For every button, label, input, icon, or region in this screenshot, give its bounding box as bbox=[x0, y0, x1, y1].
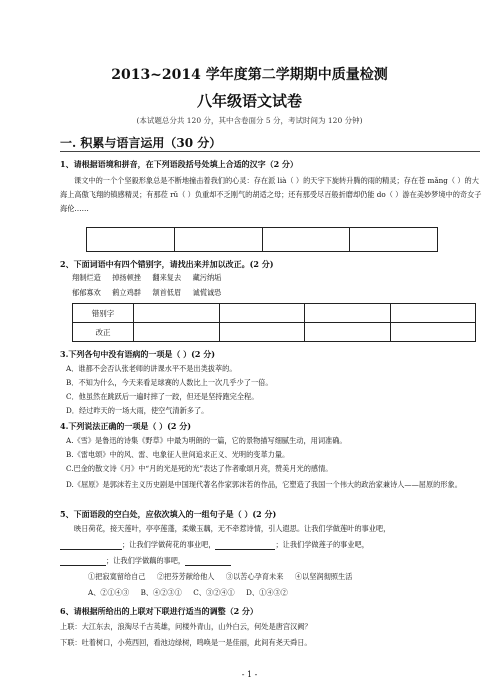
lower-couplet: 下联：吐着树口，小苑西回，看池边绿树，鸣唤是一是佳丽，此间有尧天舜日。 bbox=[60, 638, 312, 647]
answer-option[interactable]: D、①④③② bbox=[246, 588, 288, 597]
page-number: - 1 - bbox=[241, 670, 258, 679]
table-label: 错别字 bbox=[73, 304, 134, 323]
answer-cell[interactable] bbox=[87, 228, 175, 252]
option-c: C.巴金的散文诗《月》中“月的光是死的光”表达了作者歌颂月亮，赞美月光的感情。 bbox=[66, 464, 333, 473]
option-a: A．谁都不会否认张老师的讲课水平不是出类拔萃的。 bbox=[66, 364, 237, 373]
answer-cell[interactable] bbox=[134, 304, 220, 323]
table-label: 改正 bbox=[73, 323, 134, 342]
question-5-title: 5、下面语段的空白处，应依次填入的一组句子是（ ）(2 分) bbox=[60, 509, 277, 519]
answer-cell[interactable] bbox=[174, 228, 262, 252]
option-b: B．不知为什么，今天来看足球赛的人数比上一次几乎少了一倍。 bbox=[66, 378, 273, 387]
option-d: D．经过昨天的一场大雨，使空气清新多了。 bbox=[66, 406, 209, 415]
section-underline bbox=[60, 151, 480, 152]
option-b: B.《雷电颂》中的风、雷、电象征人世间追求正义、光明的变革力量。 bbox=[66, 450, 290, 459]
question-5-answers bbox=[88, 588, 288, 598]
word: 翻来复去 bbox=[152, 273, 182, 282]
answer-option[interactable]: A、②①④③ bbox=[88, 588, 130, 597]
exam-note: (本试题总分共 120 分，其中含卷面分 5 分，考试时间为 120 分钟) bbox=[136, 116, 363, 125]
question-5-text-c: ；让我们学做莲子的事业吧， bbox=[275, 540, 369, 549]
answer-cell[interactable] bbox=[305, 323, 391, 342]
exam-title: 2013~2014 学年度第二学期期中质量检测 bbox=[111, 67, 388, 83]
question-5-choices bbox=[88, 572, 352, 582]
answer-option[interactable]: B、④②③① bbox=[140, 588, 182, 597]
answer-grid-q2 bbox=[72, 303, 476, 342]
question-3-title: 3.下列各句中没有语病的一项是（ ）(2 分) bbox=[60, 349, 216, 359]
answer-cell[interactable] bbox=[262, 228, 350, 252]
fill-blank[interactable] bbox=[60, 540, 122, 550]
choice: ④以坚润彻照生活 bbox=[294, 572, 353, 581]
option-d: D.《屈原》是郭沫若主义历史剧是中国现代著名作家郭沫若的作品，它塑造了我国一个伟大的政治家兼诗人——屈原的形象。 bbox=[66, 480, 462, 489]
question-4-title: 4.下列说法正确的一项是（ ）(2 分) bbox=[60, 421, 192, 431]
fill-blank[interactable] bbox=[215, 540, 275, 550]
answer-cell[interactable] bbox=[350, 228, 438, 252]
question-5-text-d: ；让我们学做藕的事吧， bbox=[106, 556, 186, 565]
choice: ③以苦心孕育未来 bbox=[225, 572, 284, 581]
word: 掉扬顿挫 bbox=[112, 273, 141, 282]
upper-couplet: 上联：大江东去，浪淘尽千古英雄，问楼外青山，山外白云，何处是唐宫汉阙？ bbox=[60, 622, 312, 631]
word-row-2 bbox=[72, 288, 221, 298]
answer-grid-q1 bbox=[86, 227, 438, 252]
option-c: C．他虽然在跳跃后一遍时摔了一跤，但还是坚持跑完全程。 bbox=[66, 392, 259, 401]
answer-cell[interactable] bbox=[219, 304, 305, 323]
question-5-line-3 bbox=[60, 556, 231, 566]
question-2-title: 2、下面词语中有四个错别字，请找出来并加以改正。(2 分) bbox=[60, 259, 274, 269]
answer-cell[interactable] bbox=[134, 323, 220, 342]
question-5-text-a: 映日荷花，接天莲叶，亭亭莲蓬，柔嫩玉藕，无不牵惹诗情，引人遐思。让我们学做莲叶的事业吧， bbox=[74, 524, 391, 533]
choice: ①把寂寞留给自己 bbox=[88, 572, 146, 581]
answer-cell[interactable] bbox=[305, 304, 391, 323]
option-a: A.《雪》是鲁迅的诗集《野草》中最为明朗的一篇，它的景物描写细腻生动，用词准确。 bbox=[66, 436, 347, 445]
question-1-title: 1、请根据语境和拼音，在下列语段括号处填上合适的汉字（2 分） bbox=[60, 159, 298, 169]
word: 郁郁寡欢 bbox=[72, 288, 101, 297]
question-1-text: 课文中的一个个坚毅形象总是不断地撞击着我们的心灵：存在派 lià（ ）的天宇下旋转升腾的雨的精灵；存在苍 mǎng（ ）的大海上高傲飞翔的镇感精灵；有那莅 rǔ（ ）负重却不乏刚气的胡适之母；还有那受尽百般折磨却仍能 do（ ）游在美妙梦境中的奇女子海伦…… bbox=[60, 176, 482, 213]
question-5-line-2 bbox=[60, 540, 369, 550]
answer-cell[interactable] bbox=[219, 323, 305, 342]
answer-cell[interactable] bbox=[390, 323, 476, 342]
word-row-1 bbox=[72, 273, 221, 283]
word: 藏污纳垢 bbox=[192, 273, 222, 282]
exam-subtitle: 八年级语文试卷 bbox=[196, 92, 302, 110]
question-5-text-b: ；让我们学做荷花的事业吧， bbox=[122, 540, 216, 549]
answer-cell[interactable] bbox=[390, 304, 476, 323]
word: 诚慌诚恐 bbox=[192, 288, 222, 297]
fill-blank[interactable] bbox=[185, 556, 231, 566]
choice: ②把芬芳献给他人 bbox=[156, 572, 215, 581]
word: 颔首低眉 bbox=[152, 288, 182, 297]
word: 鹤立鸡群 bbox=[112, 288, 141, 297]
word: 翔制烂造 bbox=[72, 273, 101, 282]
section-title: 一. 积累与语言运用（30 分） bbox=[60, 136, 222, 150]
answer-option[interactable]: C、③②④① bbox=[193, 588, 235, 597]
question-6-title: 6、请根据所给出的上联对下联进行适当的调整（2 分） bbox=[60, 606, 258, 616]
fill-blank[interactable] bbox=[60, 556, 106, 566]
